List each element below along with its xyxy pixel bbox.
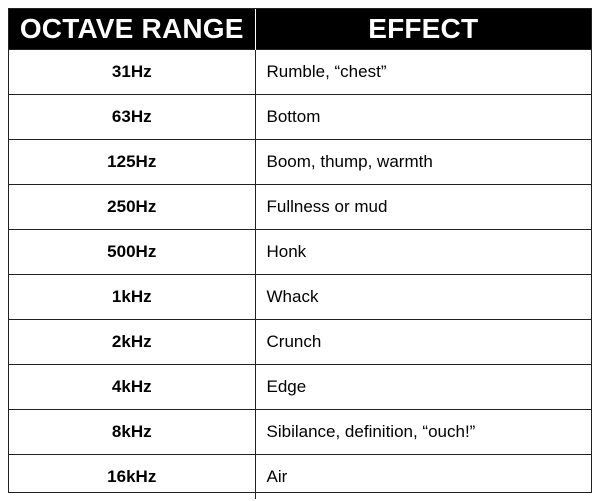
- row-range: 1kHz: [9, 275, 255, 320]
- header-effect: EFFECT: [255, 9, 591, 50]
- row-range: 4kHz: [9, 365, 255, 410]
- table-row: [9, 320, 591, 365]
- row-effect: Edge: [255, 365, 591, 410]
- table-row: [9, 140, 591, 185]
- row-range: 125Hz: [9, 140, 255, 185]
- table-row: [9, 275, 591, 320]
- octave-effect-sheet: [8, 8, 592, 493]
- row-range: 63Hz: [9, 95, 255, 140]
- table-row: [9, 95, 591, 140]
- row-range: 250Hz: [9, 185, 255, 230]
- row-effect: Sibilance, definition, “ouch!”: [255, 410, 591, 455]
- table-row: [9, 50, 591, 95]
- row-range: 500Hz: [9, 230, 255, 275]
- table-row: [9, 455, 591, 500]
- row-effect: Fullness or mud: [255, 185, 591, 230]
- row-range: 8kHz: [9, 410, 255, 455]
- row-range: 31Hz: [9, 50, 255, 95]
- row-range: 16kHz: [9, 455, 255, 500]
- table-row: [9, 410, 591, 455]
- table-row: [9, 185, 591, 230]
- table-row: [9, 365, 591, 410]
- header-row: [9, 9, 591, 50]
- row-effect: Bottom: [255, 95, 591, 140]
- header-octave-range: OCTAVE RANGE: [9, 9, 255, 50]
- row-effect: Honk: [255, 230, 591, 275]
- table-header: [9, 9, 591, 50]
- table-body: [9, 50, 591, 500]
- row-effect: Whack: [255, 275, 591, 320]
- row-effect: Rumble, “chest”: [255, 50, 591, 95]
- row-effect: Crunch: [255, 320, 591, 365]
- table-row: [9, 230, 591, 275]
- row-range: 2kHz: [9, 320, 255, 365]
- row-effect: Boom, thump, warmth: [255, 140, 591, 185]
- octave-effect-table: [9, 9, 591, 499]
- row-effect: Air: [255, 455, 591, 500]
